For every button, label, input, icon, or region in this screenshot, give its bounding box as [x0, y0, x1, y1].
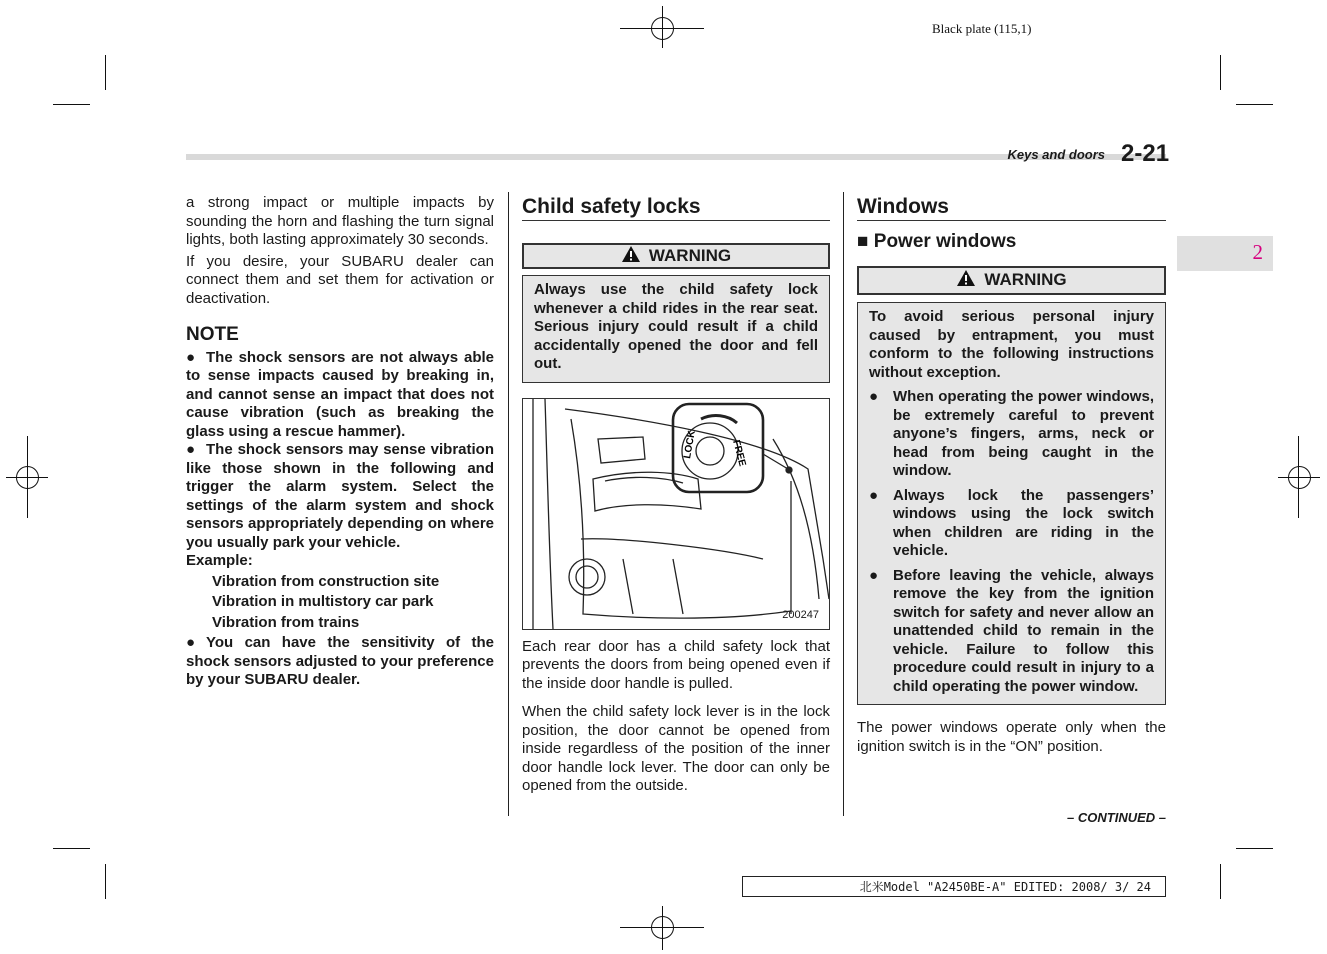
warning-label: WARNING — [984, 270, 1067, 290]
figure-code: 200247 — [782, 609, 819, 621]
warning-box — [857, 302, 1166, 705]
crop-mark — [1220, 864, 1221, 899]
example-item: Vibration in multistory car park — [212, 593, 434, 610]
crop-mark — [53, 848, 90, 849]
warning-header — [857, 266, 1166, 295]
subheading: ■ Power windows — [857, 231, 1017, 252]
crop-mark — [1220, 55, 1221, 90]
example-item: Vibration from trains — [212, 613, 360, 631]
section-heading: Child safety locks — [522, 195, 701, 218]
warning-text: Always use the child safety lock whenever a child rides in the rear seat. Serious injury could result if a child accidentally opened the door and fell out. — [534, 281, 818, 372]
crop-mark — [105, 55, 106, 90]
warning-icon — [956, 269, 976, 292]
warning-header — [522, 243, 830, 269]
page-number: 2-21 — [1121, 140, 1170, 167]
heading-rule — [857, 220, 1166, 221]
example-label: Example: — [186, 552, 253, 569]
square-bullet-icon: ■ — [857, 231, 869, 252]
note-item: ● The shock sensors are not always able to sense impacts caused by breaking in, and cannot sense an impact that does not cause vibration (such as breaking the glass using a rescue hammer). — [186, 348, 494, 440]
paragraph: When the child safety lock lever is in the lock position, the door cannot be opened from inside regardless of the position of the inner door handle lock lever. The door can only be opened from the outside. — [522, 703, 830, 794]
column-divider — [508, 192, 509, 816]
note-heading: NOTE — [186, 324, 239, 345]
crop-mark — [53, 104, 90, 105]
continued-label: – CONTINUED – — [1067, 810, 1166, 825]
heading-rule — [522, 220, 830, 221]
paragraph: a strong impact or multiple impacts by sounding the horn and flashing the turn signal lights, both lasting approximately 30 seconds. — [186, 194, 494, 248]
crop-mark — [105, 864, 106, 899]
note-item: ● The shock sensors may sense vibration like those shown in the following and trigger the alarm system. Select the settings of the alarm system and shock sensors appropriately depending on where you usually park your vehicle. — [186, 441, 494, 551]
lock-label: LOCK — [682, 429, 698, 460]
plate-info: Black plate (115,1) — [932, 21, 1032, 36]
crop-mark — [1236, 848, 1273, 849]
model-info: 北米Model "A2450BE-A" EDITED: 2008/ 3/ 24 — [742, 876, 1166, 897]
column-divider — [843, 192, 844, 816]
warning-bullet: ● Before leaving the vehicle, always remove the key from the ignition switch for safety and never allow an unattended child to remain in the vehicle. Failure to follow this procedure could result in injury to a child operating the power window. — [869, 566, 1154, 695]
free-label: FREE — [730, 438, 748, 468]
warning-icon — [621, 245, 641, 268]
column-right — [857, 194, 1166, 756]
warning-label: WARNING — [648, 245, 732, 265]
child-lock-figure — [522, 398, 830, 630]
door-illustration — [523, 399, 829, 629]
column-middle — [522, 194, 830, 796]
paragraph: If you desire, your SUBARU dealer can connect them and set them for activation or deactivation. — [186, 252, 494, 307]
paragraph: The power windows operate only when the ignition switch is in the “ON” position. — [857, 719, 1166, 755]
crop-mark — [1236, 104, 1273, 105]
note-item: ● You can have the sensitivity of the shock sensors adjusted to your preference by your SUBARU dealer. — [186, 634, 494, 688]
section-name: Keys and doors — [1007, 147, 1105, 162]
column-left — [186, 194, 494, 690]
warning-box — [522, 275, 830, 383]
paragraph: Each rear door has a child safety lock that prevents the doors from being opened even if the inside door handle is pulled. — [522, 637, 830, 692]
section-heading: Windows — [857, 195, 949, 218]
chapter-number: 2 — [1252, 240, 1263, 264]
warning-bullet: ● Always lock the passengers’ windows using the lock switch when children are riding in the vehicle. — [869, 486, 1154, 559]
chapter-tab — [1177, 236, 1273, 271]
warning-bullet: ● When operating the power windows, be extremely careful to prevent anyone’s fingers, arms, neck or head from being caught in the window. — [869, 388, 1154, 479]
example-item: Vibration from construction site — [212, 572, 440, 590]
warning-text: To avoid serious personal injury caused by entrapment, you must conform to the following instructions without exception. — [869, 308, 1154, 381]
